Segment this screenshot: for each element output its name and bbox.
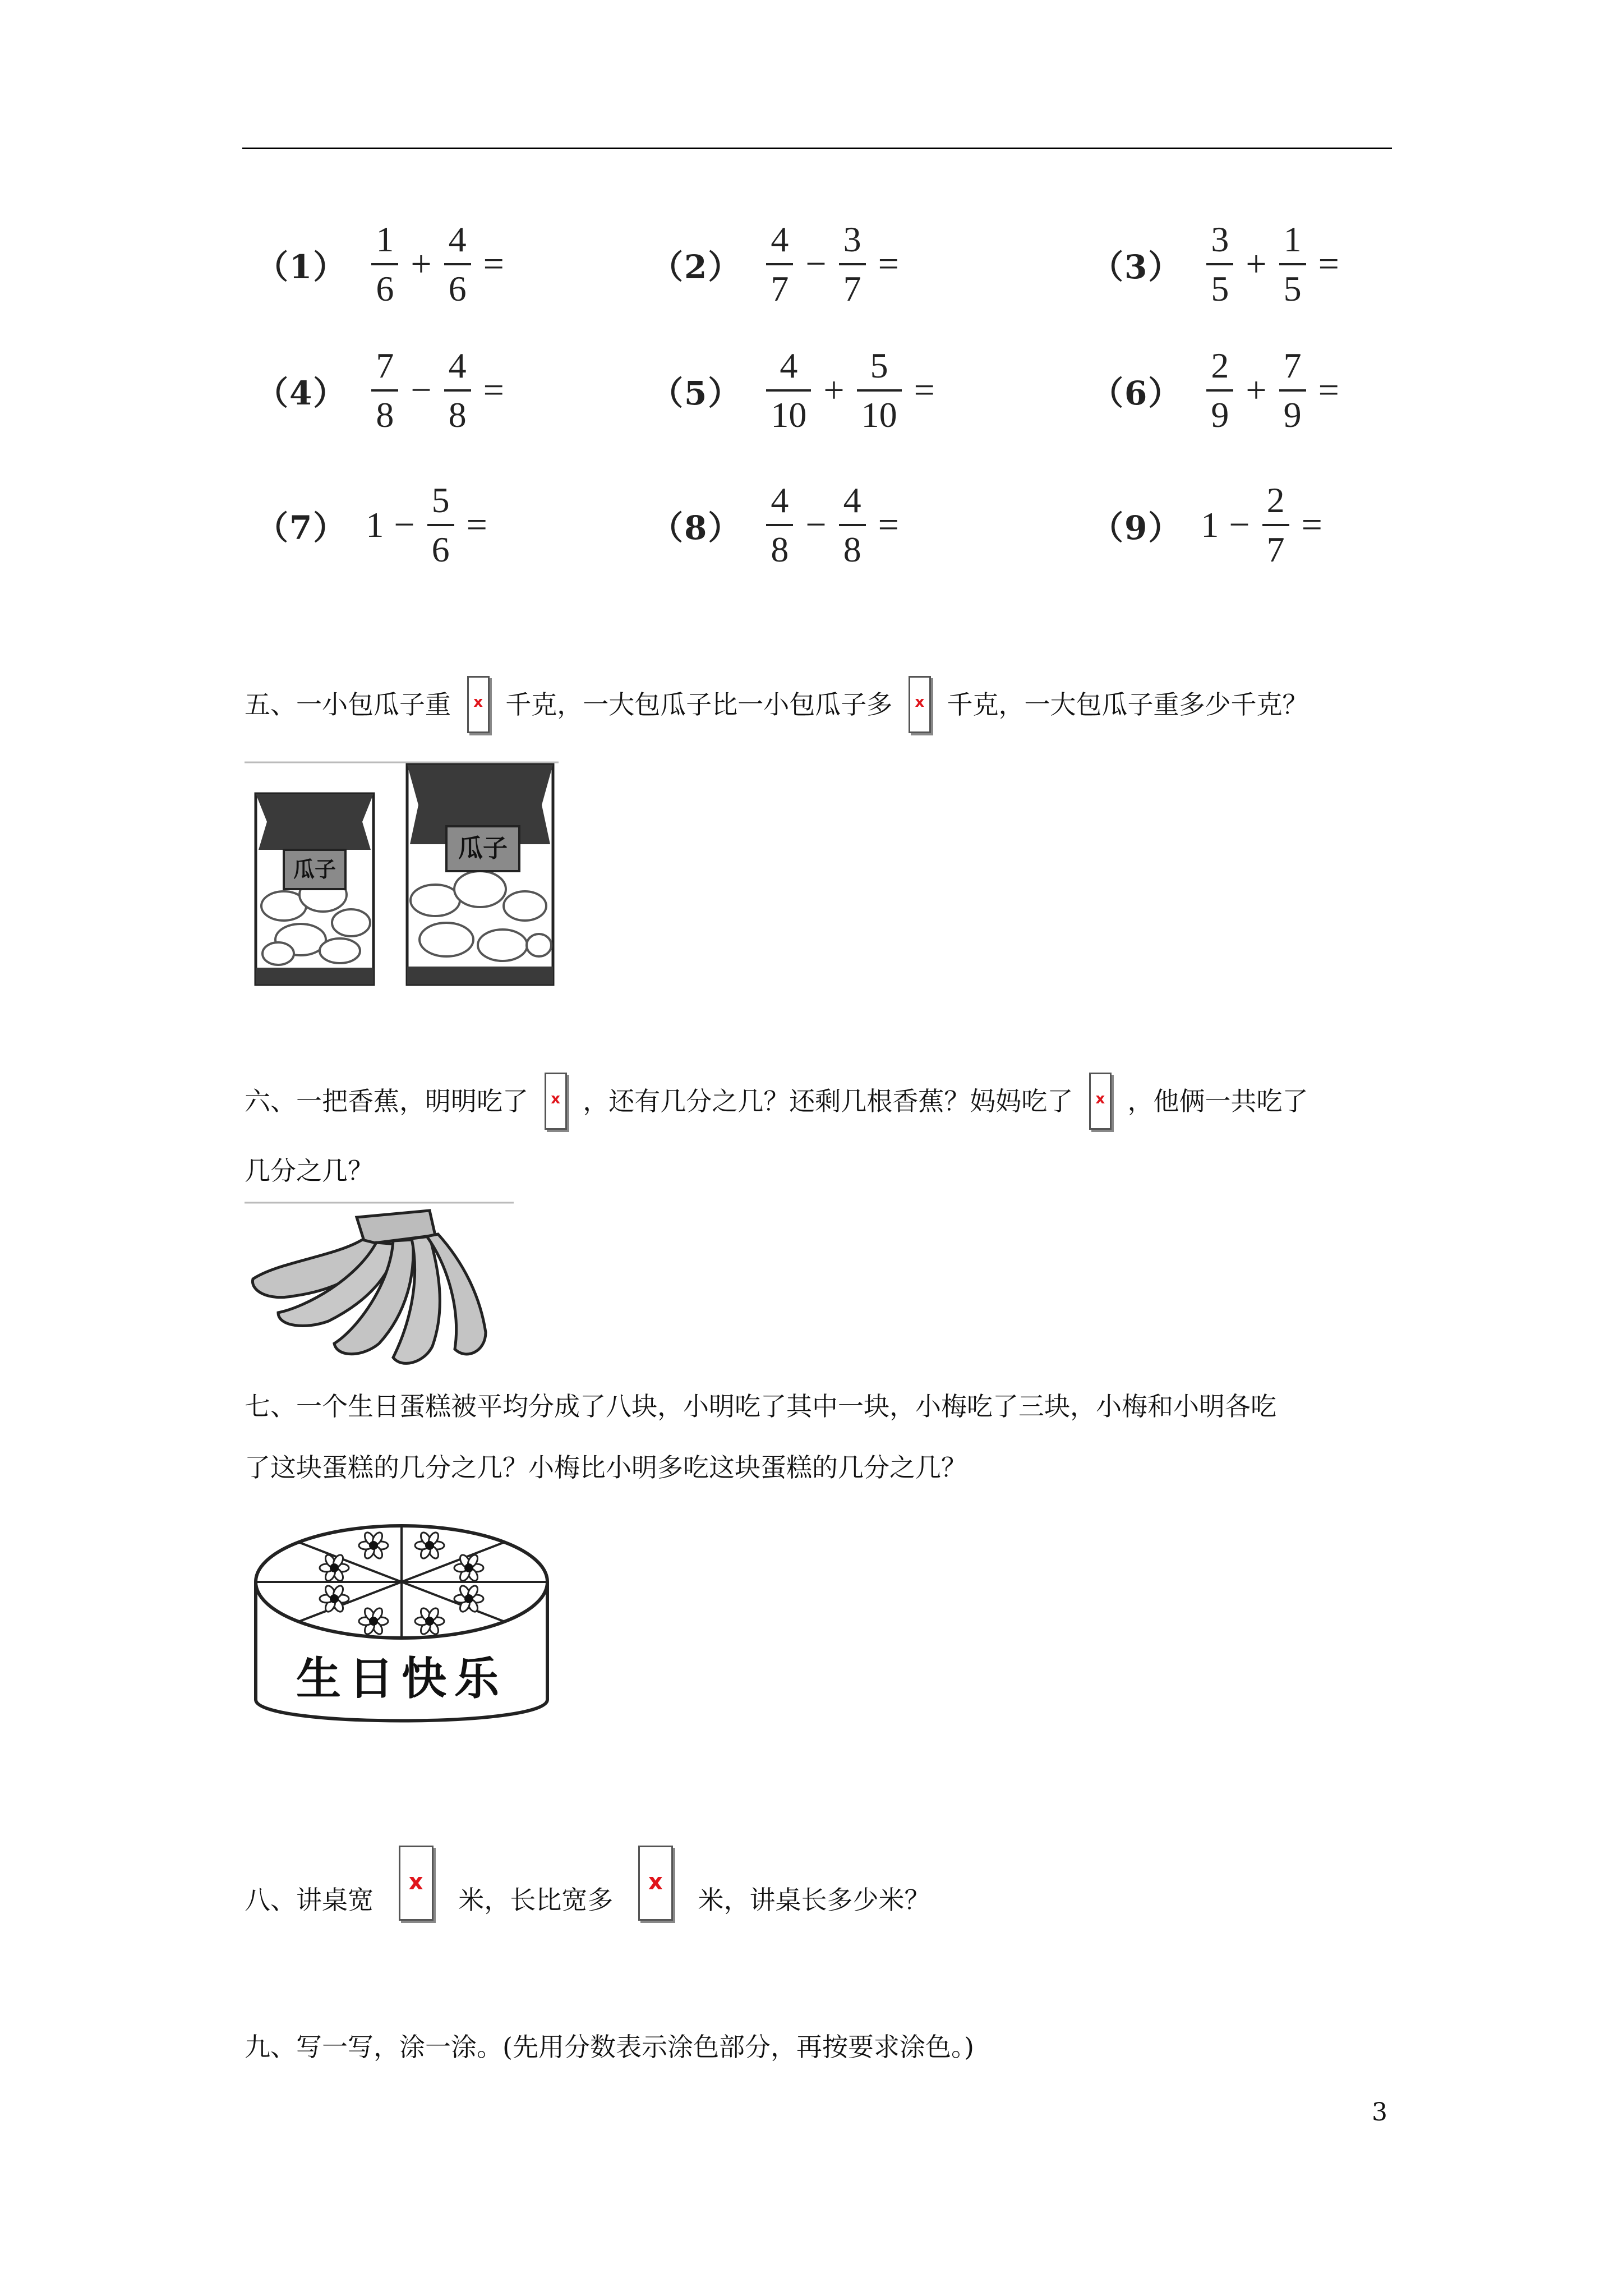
exercise-number: （9） <box>1091 509 1182 547</box>
fraction-exercise <box>1091 348 1346 433</box>
fraction-exercise <box>651 482 906 568</box>
exercise-number: （1） <box>256 248 347 286</box>
numerator: 1 <box>1283 219 1302 259</box>
operator: = <box>483 243 504 284</box>
fraction-exercise <box>1091 482 1329 568</box>
fraction <box>427 482 454 568</box>
question-8 <box>245 1846 930 1954</box>
fraction-exercise <box>256 219 511 309</box>
broken-image-icon: x <box>638 1846 673 1921</box>
operator: − <box>1229 504 1250 545</box>
bag-label: 瓜子 <box>293 857 336 882</box>
fraction <box>444 348 471 433</box>
fraction <box>444 219 471 309</box>
operator: = <box>483 370 504 411</box>
fraction-exercise <box>651 219 906 309</box>
q6-text-b: ，还有几分之几？还剩几根香蕉？妈妈吃了 <box>583 1086 1073 1116</box>
large-seed-bag <box>407 765 553 984</box>
exercise-number: （6） <box>1091 374 1182 412</box>
seed-bags-illustration <box>245 760 575 996</box>
exercise-number: （7） <box>256 509 347 547</box>
numerator: 4 <box>843 480 861 520</box>
question-9: 九、写一写，涂一涂。(先用分数表示涂色部分，再按要求涂色。) <box>245 2032 974 2062</box>
q5-text-b: 千克，一大包瓜子比一小包瓜子多 <box>505 689 893 720</box>
question-5 <box>245 676 1308 733</box>
exercise-number: （4） <box>256 374 347 412</box>
header-rule <box>242 148 1392 149</box>
q6-text-a: 六、一把香蕉，明明吃了 <box>245 1086 528 1116</box>
banana-bunch-illustration <box>245 1200 525 1380</box>
numerator: 5 <box>870 346 888 385</box>
numerator: 5 <box>431 480 450 520</box>
numerator: 3 <box>1211 219 1229 259</box>
fraction <box>1206 219 1233 309</box>
broken-image-icon: x <box>467 676 490 733</box>
birthday-cake-illustration <box>245 1515 570 1750</box>
fraction <box>857 348 902 433</box>
operator: − <box>411 370 432 411</box>
fraction <box>371 348 398 433</box>
denominator: 7 <box>766 263 793 307</box>
page-number: 3 <box>1372 2098 1387 2127</box>
denominator: 6 <box>427 524 454 568</box>
exercise-number: （2） <box>651 248 742 286</box>
fraction-exercise <box>1091 219 1346 309</box>
fraction <box>1262 482 1289 568</box>
denominator: 7 <box>839 263 866 307</box>
denominator: 5 <box>1206 263 1233 307</box>
numerator: 7 <box>1283 346 1302 385</box>
denominator: 10 <box>766 389 811 433</box>
fraction-exercise <box>651 348 942 433</box>
denominator: 8 <box>444 389 471 433</box>
broken-image-icon: x <box>1089 1073 1112 1130</box>
fraction <box>766 482 793 568</box>
operator: − <box>805 504 827 545</box>
question-7-line-1: 七、一个生日蛋糕被平均分成了八块，小明吃了其中一块，小梅吃了三块，小梅和小明各吃 <box>245 1391 1276 1421</box>
q6-text-c: ，他俩一共吃了 <box>1127 1086 1308 1116</box>
q8-text-b: 米，长比宽多 <box>458 1885 614 1915</box>
numerator: 1 <box>376 219 394 259</box>
denominator: 8 <box>766 524 793 568</box>
fraction <box>766 348 811 433</box>
operator: + <box>1246 243 1267 284</box>
denominator: 5 <box>1279 263 1306 307</box>
q5-text-a: 五、一小包瓜子重 <box>245 689 451 720</box>
cake-label: 生日快乐 <box>296 1653 507 1705</box>
fraction <box>766 219 793 309</box>
fraction <box>1279 348 1306 433</box>
small-seed-bag <box>256 794 374 984</box>
denominator: 8 <box>839 524 866 568</box>
exercise-number: （8） <box>651 509 742 547</box>
q5-text-c: 千克，一大包瓜子重多少千克？ <box>947 689 1308 720</box>
operator: = <box>1318 370 1339 411</box>
operator: = <box>1318 243 1339 284</box>
numerator: 3 <box>843 219 861 259</box>
numerator: 4 <box>771 219 789 259</box>
question-6-line-1 <box>245 1073 1308 1130</box>
exercise-number: （3） <box>1091 248 1182 286</box>
whole-number: 1 <box>1201 505 1219 545</box>
exercise-number: （5） <box>651 374 742 412</box>
operator: = <box>914 370 935 411</box>
numerator: 4 <box>448 219 467 259</box>
operator: + <box>1246 370 1267 411</box>
q8-text-a: 八、讲桌宽 <box>245 1885 374 1915</box>
numerator: 7 <box>376 346 394 385</box>
operator: − <box>394 504 415 545</box>
whole-number: 1 <box>366 505 384 545</box>
question-6-line-2: 几分之几？ <box>245 1156 374 1186</box>
denominator: 10 <box>857 389 902 433</box>
broken-image-icon: x <box>545 1073 567 1130</box>
denominator: 6 <box>444 263 471 307</box>
denominator: 9 <box>1206 389 1233 433</box>
denominator: 7 <box>1262 524 1289 568</box>
operator: = <box>1301 504 1322 545</box>
operator: + <box>823 370 845 411</box>
fraction-exercise <box>256 348 511 433</box>
fraction <box>1206 348 1233 433</box>
denominator: 6 <box>371 263 398 307</box>
numerator: 2 <box>1211 346 1229 385</box>
denominator: 8 <box>371 389 398 433</box>
numerator: 4 <box>780 346 798 385</box>
fraction <box>1279 219 1306 309</box>
q8-text-c: 米，讲桌长多少米？ <box>698 1885 930 1915</box>
numerator: 4 <box>448 346 467 385</box>
operator: + <box>411 243 432 284</box>
operator: = <box>878 243 899 284</box>
bag-label: 瓜子 <box>458 834 508 863</box>
fraction <box>371 219 398 309</box>
numerator: 2 <box>1266 480 1285 520</box>
broken-image-icon: x <box>909 676 931 733</box>
numerator: 4 <box>771 480 789 520</box>
fraction <box>839 219 866 309</box>
question-7-line-2: 了这块蛋糕的几分之几？小梅比小明多吃这块蛋糕的几分之几？ <box>245 1452 967 1483</box>
operator: − <box>805 243 827 284</box>
fraction-exercise <box>256 482 494 568</box>
operator: = <box>466 504 487 545</box>
denominator: 9 <box>1279 389 1306 433</box>
broken-image-icon: x <box>399 1846 434 1921</box>
operator: = <box>878 504 899 545</box>
fraction <box>839 482 866 568</box>
